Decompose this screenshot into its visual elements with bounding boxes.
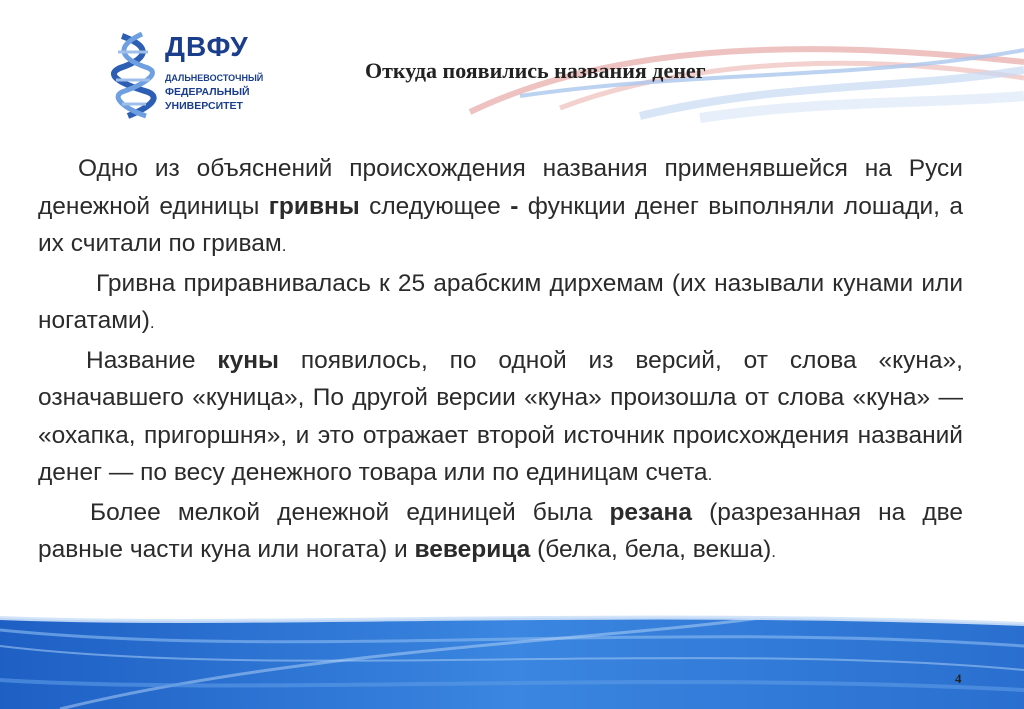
p3-bold-kuny: куны [217,346,279,374]
logo-line-1: ДАЛЬНЕВОСТОЧНЫЙ [165,73,264,83]
p2-end: . [149,313,155,332]
p2-text-a: Гривна приравнивалась к 25 арабским дирхемам (их называли кунами или ногатами) [38,269,963,334]
logo-abbreviation: ДВФУ [165,31,249,62]
paragraph-4 [38,494,963,571]
p4-bold-veverica: веверица [414,536,531,563]
p4-text-d: (белка, бела, векша) [530,536,772,563]
p4-text-c: (разрезанная на две равные части куна или ногата) и [38,498,964,563]
p1-text-c: следующее [359,192,511,220]
logo-line-3: УНИВЕРСИТЕТ [165,100,243,112]
helix-logo-icon [108,28,164,120]
paragraph-2 [38,265,963,342]
university-logo [108,28,268,120]
p1-end: . [281,236,287,255]
slide-title: Откуда появились названия денег [365,58,706,83]
p4-end: . [771,542,776,561]
p3-text-c: появилось, по одной из версий, от слова «куна», означавшего «куница», По другой версии «куна» произошла от слова «куна» — «охапка, пригоршня», и это отражает второй источник происхождения названий денег — по весу денежного товара или по единицам счета [38,346,963,486]
logo-line-2: ФЕДЕРАЛЬНЫЙ [165,86,250,98]
paragraph-3 [38,342,963,494]
p1-text-d: функции денег выполняли лошади, а их считали по гривам [38,192,963,257]
slide-body [38,150,963,571]
p1-text-a: Одно из объяснений происхождения названия применявшейся на Руси денежной единицы [38,155,963,220]
footer-wave-decoration [0,600,1024,709]
p1-bold-dash: - [510,192,519,220]
p1-bold-grivna: гривны [268,192,360,220]
p4-text-a: Более мелкой денежной единицей была [90,498,610,526]
p3-end: . [707,465,713,484]
paragraph-1 [38,150,963,265]
p3-text-a: Название [86,346,218,374]
page-number: 4 [955,671,962,686]
p4-bold-rezana: резана [609,498,692,526]
